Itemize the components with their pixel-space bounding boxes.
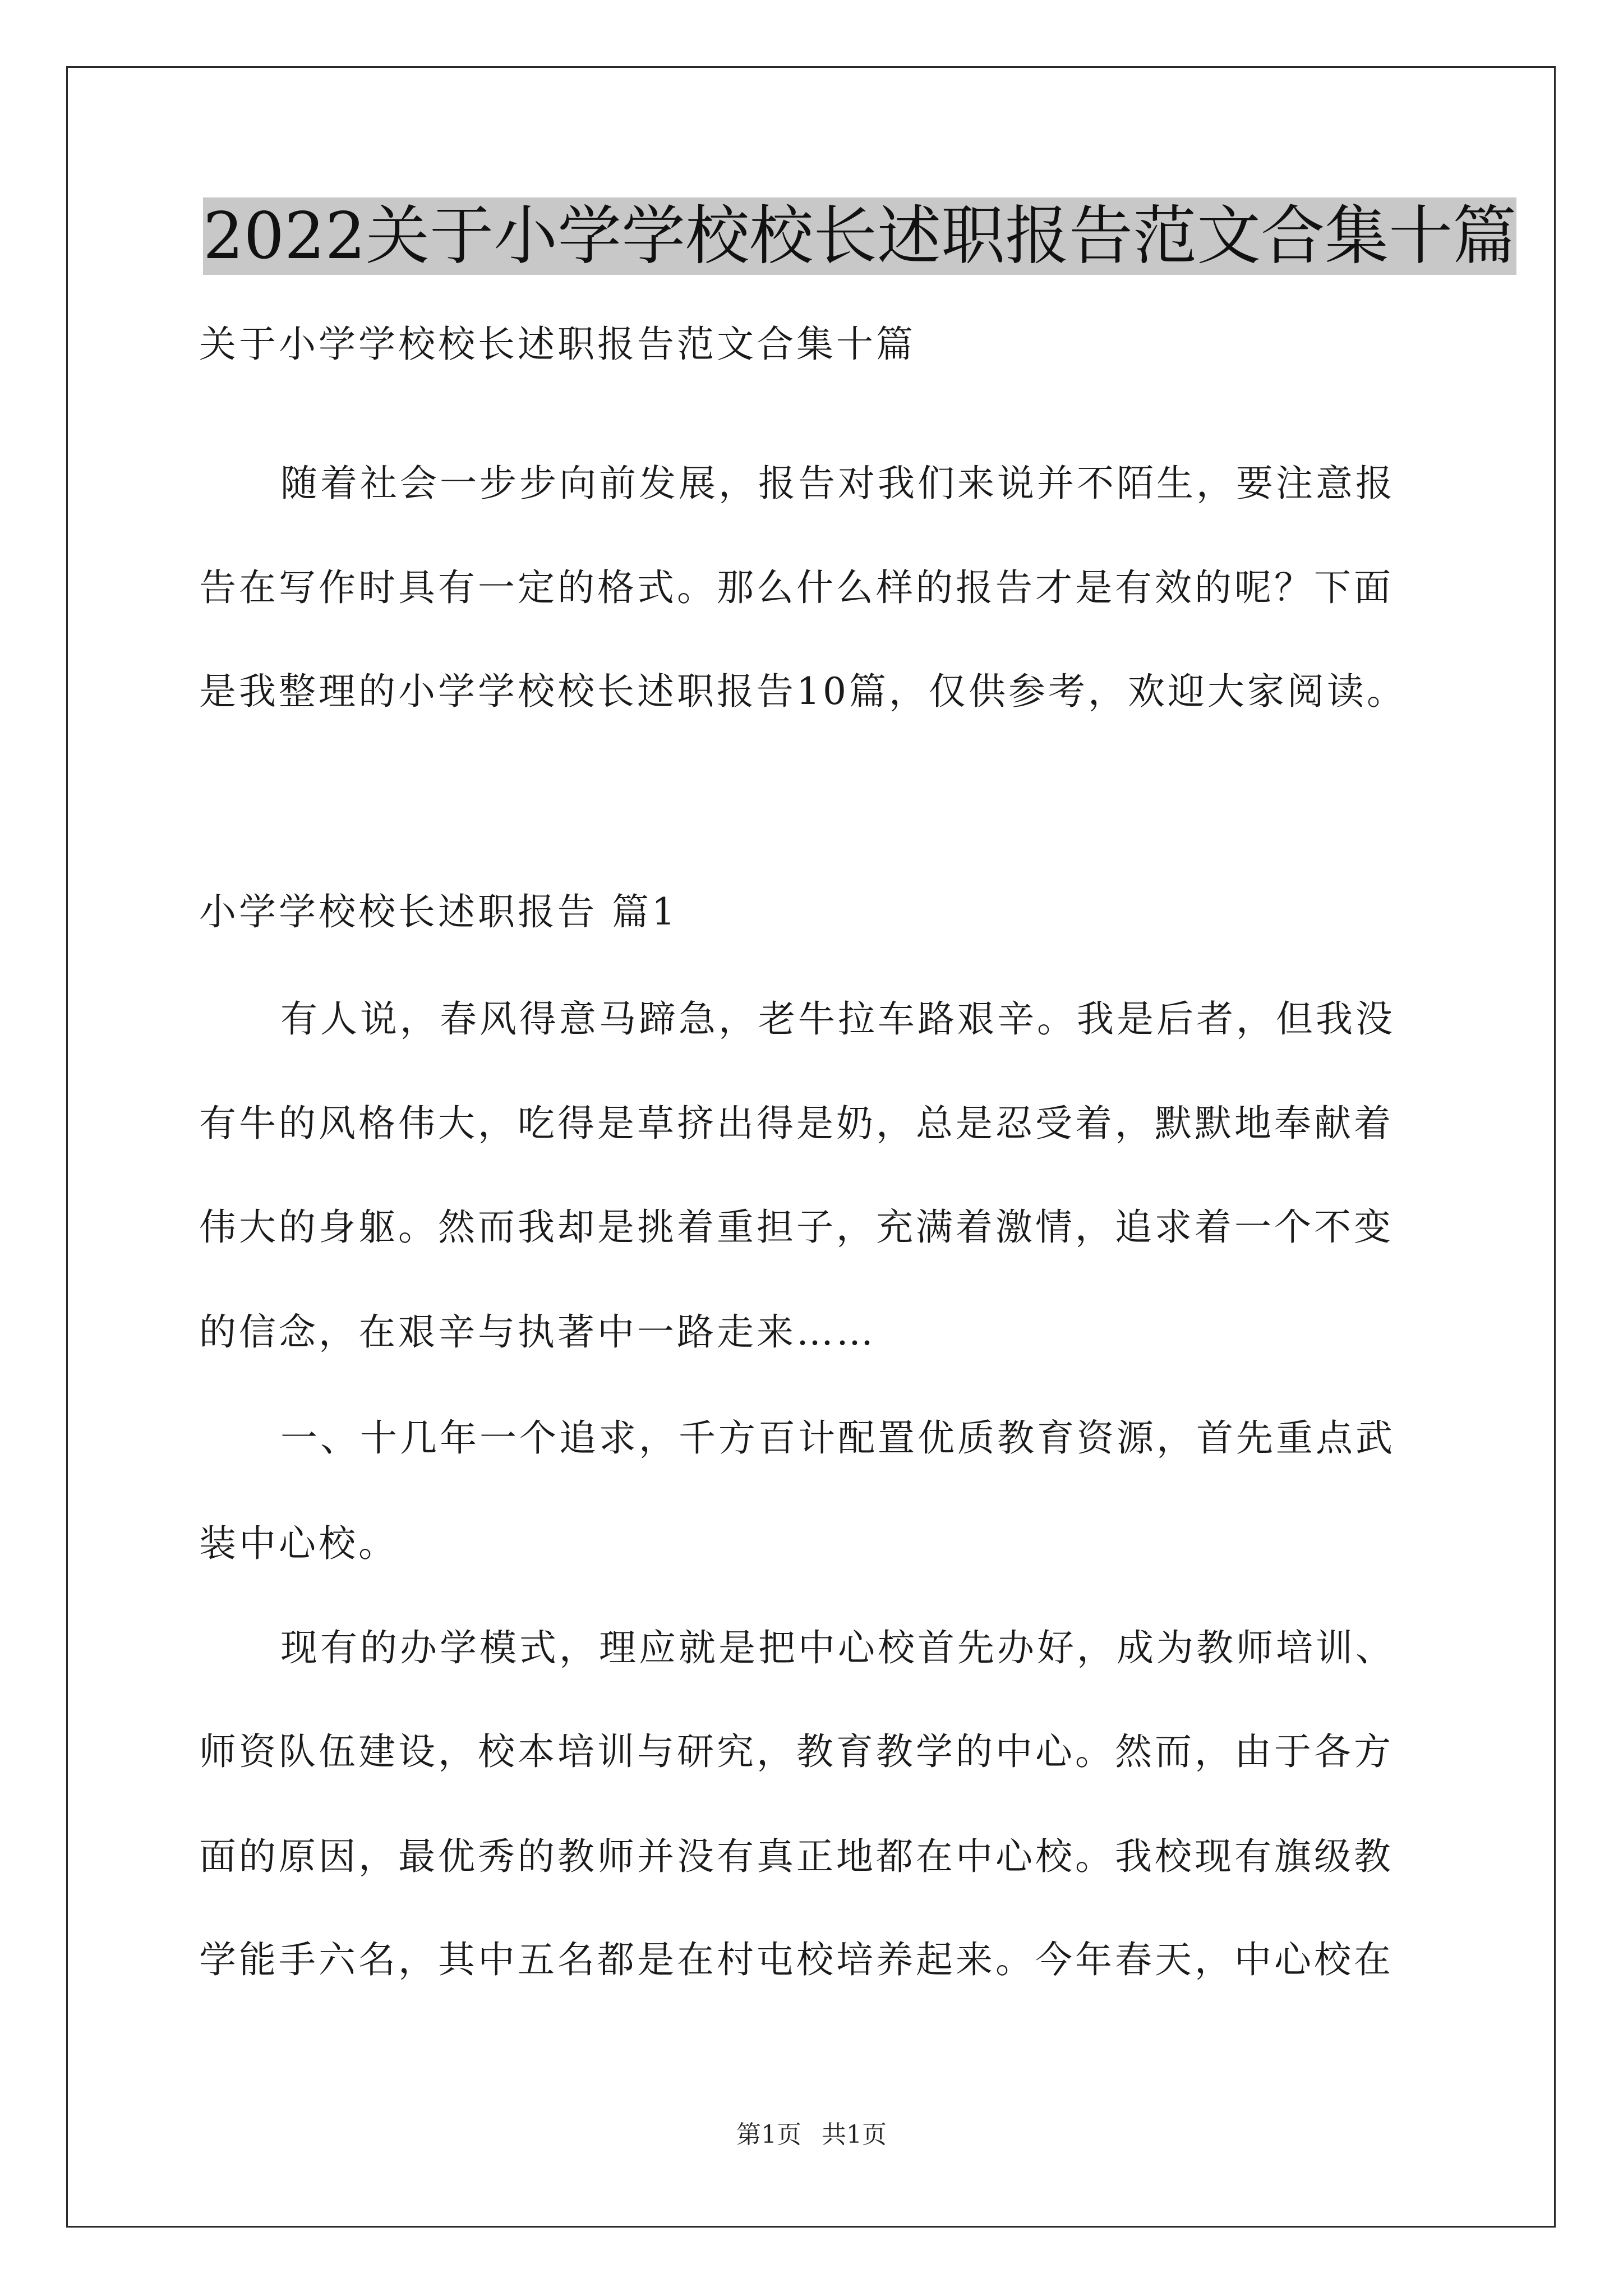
paragraph-line: 伟大的身躯。然而我却是挑着重担子，充满着激情，追求着一个不变	[199, 1205, 1394, 1249]
paragraph-line: 有人说，春风得意马蹄急，老牛拉车路艰辛。我是后者，但我没	[280, 997, 1395, 1041]
page-total: 共1页	[822, 2120, 887, 2149]
document-subtitle: 关于小学学校校长述职报告范文合集十篇	[199, 323, 916, 366]
section-heading: 小学学校校长述职报告 篇1	[199, 890, 678, 933]
page-footer	[0, 2119, 1623, 2151]
paragraph-line: 现有的办学模式，理应就是把中心校首先办好，成为教师培训、	[280, 1626, 1395, 1669]
paragraph-line: 一、十几年一个追求，千方百计配置优质教育资源，首先重点武	[280, 1416, 1395, 1460]
paragraph-line: 是我整理的小学学校校长述职报告10篇，仅供参考，欢迎大家阅读。	[199, 670, 1407, 713]
paragraph-line: 告在写作时具有一定的格式。那么什么样的报告才是有效的呢？下面	[199, 566, 1394, 609]
paragraph-line: 有牛的风格伟大，吃得是草挤出得是奶，总是忍受着，默默地奉献着	[199, 1102, 1394, 1145]
paragraph-line: 随着社会一步步向前发展，报告对我们来说并不陌生，要注意报	[280, 462, 1395, 505]
document-title: 2022关于小学学校校长述职报告范文合集十篇	[203, 197, 1516, 275]
paragraph-line: 装中心校。	[199, 1522, 398, 1565]
page-number: 第1页	[736, 2120, 801, 2149]
paragraph-line: 师资队伍建设，校本培训与研究，教育教学的中心。然而，由于各方	[199, 1730, 1394, 1773]
paragraph-line: 面的原因，最优秀的教师并没有真正地都在中心校。我校现有旗级教	[199, 1835, 1394, 1878]
title-container	[203, 197, 1517, 275]
paragraph-line: 学能手六名，其中五名都是在村屯校培养起来。今年春天，中心校在	[199, 1938, 1394, 1981]
page-border	[66, 66, 1556, 2228]
paragraph-line: 的信念，在艰辛与执著中一路走来……	[199, 1310, 876, 1354]
